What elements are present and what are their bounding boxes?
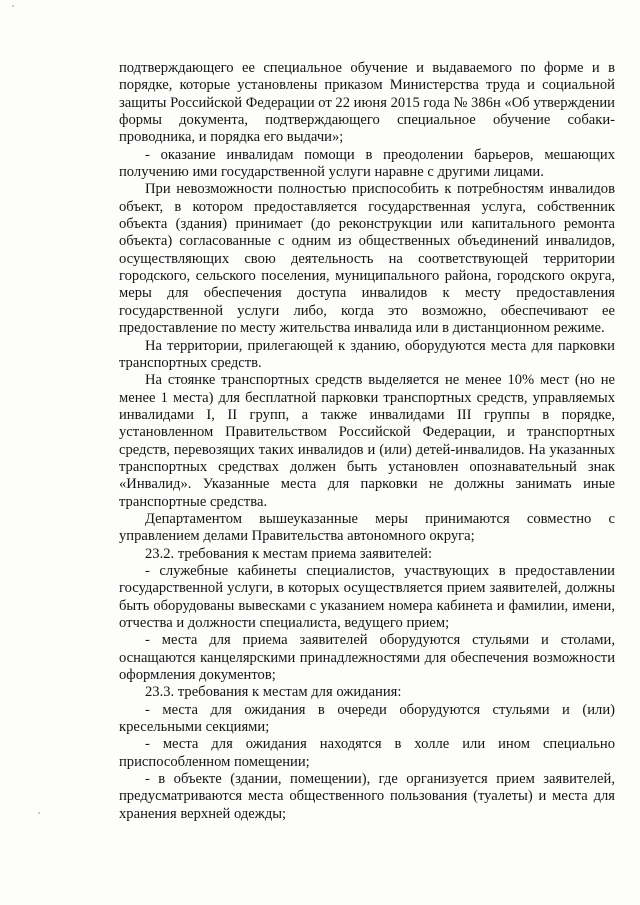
paragraph: - места для приема заявителей оборудуются стульями и столами, оснащаются канцелярскими принадлежностями для обеспечения возможности оформления документов; [119,632,615,684]
paragraph: подтверждающего ее специальное обучение и выдаваемого по форме и в порядке, которые установлены приказом Министерства труда и социальной защиты Российской Федерации от 22 июня 2015 года № 386н «Об утверждении формы документа, подтверждающего специальное обучение собаки-проводника, и порядка его выдачи»; [119,60,615,146]
paragraph: - места для ожидания находятся в холле или ином специально приспособленном помещении; [119,736,615,770]
paragraph: - в объекте (здании, помещении), где организуется прием заявителей, предусматриваются места общественного пользования (туалеты) и места для хранения верхней одежды; [119,771,615,822]
paragraph: - места для ожидания в очереди оборудуются стульями и (или) кресельными секциями; [119,701,615,736]
paragraph: Департаментом вышеуказанные меры принимаются совместно с управлением делами Правительства автономного округа; [119,510,615,545]
body-text [119,60,615,823]
scan-speck [38,812,40,814]
paragraph: 23.2. требования к местам приема заявителей: [145,545,433,562]
paragraph: 23.3. требования к местам для ожидания: [145,684,402,701]
paragraph: При невозможности полностью приспособить к потребностям инвалидов объект, в котором предоставляется государственная услуга, собственник объекта (здания) принимает (до реконструкции или капитального ремонта объекта) согласованные с одним из общественных объединений инвалидов, осуществляющих свою деятельность на соответствующей территории городского, сельского поселения, муниципального района, городского округа, меры для обеспечения доступа инвалидов к месту предоставления государственной услуги либо, когда это возможно, обеспечивают ее предоставление по месту жительства инвалида или в дистанционном режиме. [119,181,615,337]
paragraph: - оказание инвалидам помощи в преодолении барьеров, мешающих получению ими государственной услуги наравне с другими лицами. [119,146,615,181]
scan-speck [12,5,14,7]
paragraph: - служебные кабинеты специалистов, участвующих в предоставлении государственной услуги, в которых осуществляется прием заявителей, должны быть оборудованы вывесками с указанием номера кабинета и фамилии, имени, отчества и должности специалиста, ведущего прием; [119,562,615,631]
paragraph: На территории, прилегающей к зданию, оборудуются места для парковки транспортных средств. [119,337,615,371]
paragraph: На стоянке транспортных средств выделяется не менее 10% мест (но не менее 1 места) для бесплатной парковки транспортных средств, управляемых инвалидами I, II групп, а также инвалидами III группы в порядке, установленном Правительством Российской Федерации, и транспортных средств, перевозящих таких инвалидов и (или) детей-инвалидов. На указанных транспортных средствах должен быть установлен опознавательный знак «Инвалид». Указанные места для парковки не должны занимать иные транспортные средства. [119,372,615,510]
